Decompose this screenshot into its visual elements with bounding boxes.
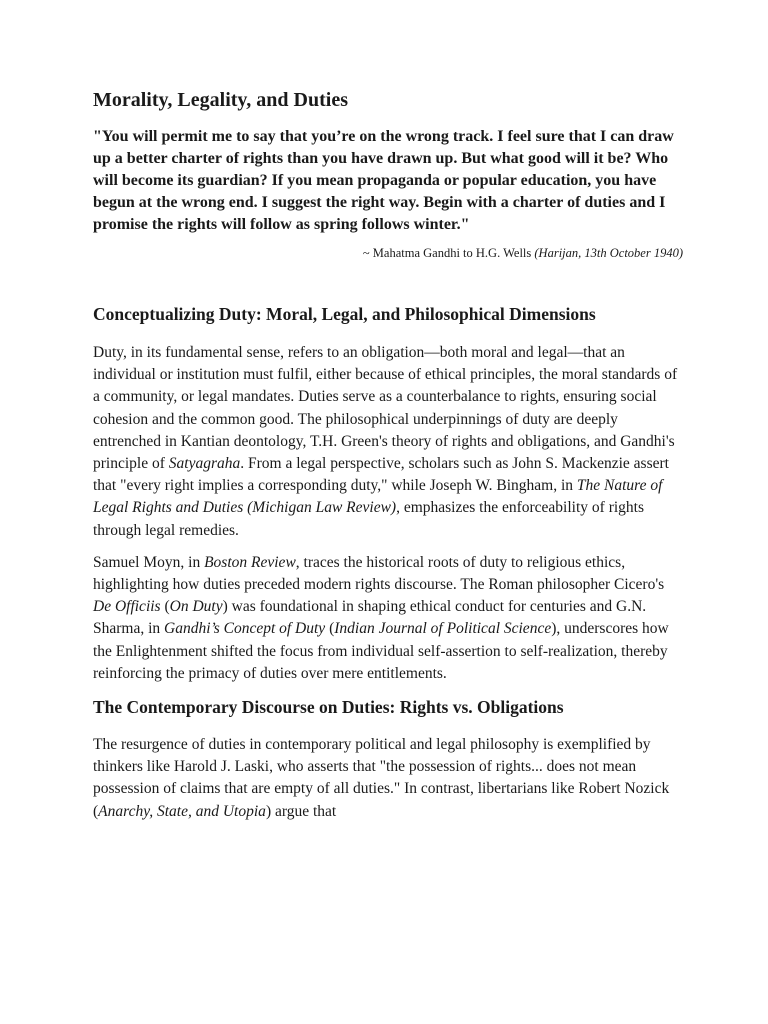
citation-satyagraha: Satyagraha xyxy=(168,455,241,473)
quote-attribution xyxy=(93,244,683,262)
attribution-text: ~ Mahatma Gandhi to H.G. Wells xyxy=(362,246,535,260)
citation-de-officiis: De Officiis xyxy=(93,598,161,616)
section-heading-contemporary-discourse: The Contemporary Discourse on Duties: Rights vs. Obligations xyxy=(93,697,564,718)
citation-nozick: Anarchy, State, and Utopia xyxy=(98,802,266,820)
page-title: Morality, Legality, and Duties xyxy=(93,89,348,111)
citation-gandhis-concept: Gandhi’s Concept of Duty xyxy=(164,620,326,638)
paragraph-contemporary: The resurgence of duties in contemporary political and legal philosophy is exemplified by thinkers like Harold J. Laski, who asserts that "the possession of rights... does not mean possession of claims that are empty of all duties." In contrast, libertarians like Robert Nozick (Anarchy, State, and Utopia) argue that xyxy=(93,736,670,820)
paragraph-duty-definition: Duty, in its fundamental sense, refers to an obligation—both moral and legal—that an individual or institution must fulfil, either because of ethical principles, the moral standards of a community, or legal mandates. Duties serve as a counterbalance to rights, ensuring social cohesion and the common good. The philosophical underpinnings of duty are deeply entrenched in Kantian deontology, T.H. Green's theory of rights and obligations, and Gandhi's principle of Satyagraha. From a legal perspective, scholars such as John S. Mackenzie assert that "every right implies a corresponding duty," while Joseph W. Bingham, in The Nature of Legal Rights and Duties (Michigan Law Review), emphasizes the enforceability of rights through legal remedies. xyxy=(93,344,678,539)
citation-bingham: The Nature of Legal Rights and Duties (Michigan Law Review) xyxy=(93,477,663,517)
citation-ijps: Indian Journal of Political Science xyxy=(334,620,552,638)
citation-on-duty: On Duty xyxy=(169,598,223,616)
citation-boston-review: Boston Review xyxy=(204,553,296,571)
section-heading-conceptualizing-duty: Conceptualizing Duty: Moral, Legal, and Philosophical Dimensions xyxy=(93,304,596,324)
gandhi-quote: "You will permit me to say that you’re on the wrong track. I feel sure that I can draw up a better charter of rights than you have drawn up. But what good will it be? Who will become its guardian? If you mean propaganda or popular education, you have begun at the wrong end. I suggest the right way. Begin with a charter of duties and I promise the rights will follow as spring follows winter." xyxy=(93,128,674,233)
paragraph-historical-roots: Samuel Moyn, in Boston Review, traces the historical roots of duty to religious ethics, highlighting how duties preceded modern rights discourse. The Roman philosopher Cicero's De Officiis (On Duty) was foundational in shaping ethical conduct for centuries and G.N. Sharma, in Gandhi’s Concept of Duty (Indian Journal of Political Science), underscores how the Enlightenment shifted the focus from individual self-assertion to self-realization, thereby reinforcing the primacy of duties over mere entitlements. xyxy=(93,553,669,682)
document-page xyxy=(93,86,683,833)
attribution-source: (Harijan, 13th October 1940) xyxy=(534,246,683,260)
